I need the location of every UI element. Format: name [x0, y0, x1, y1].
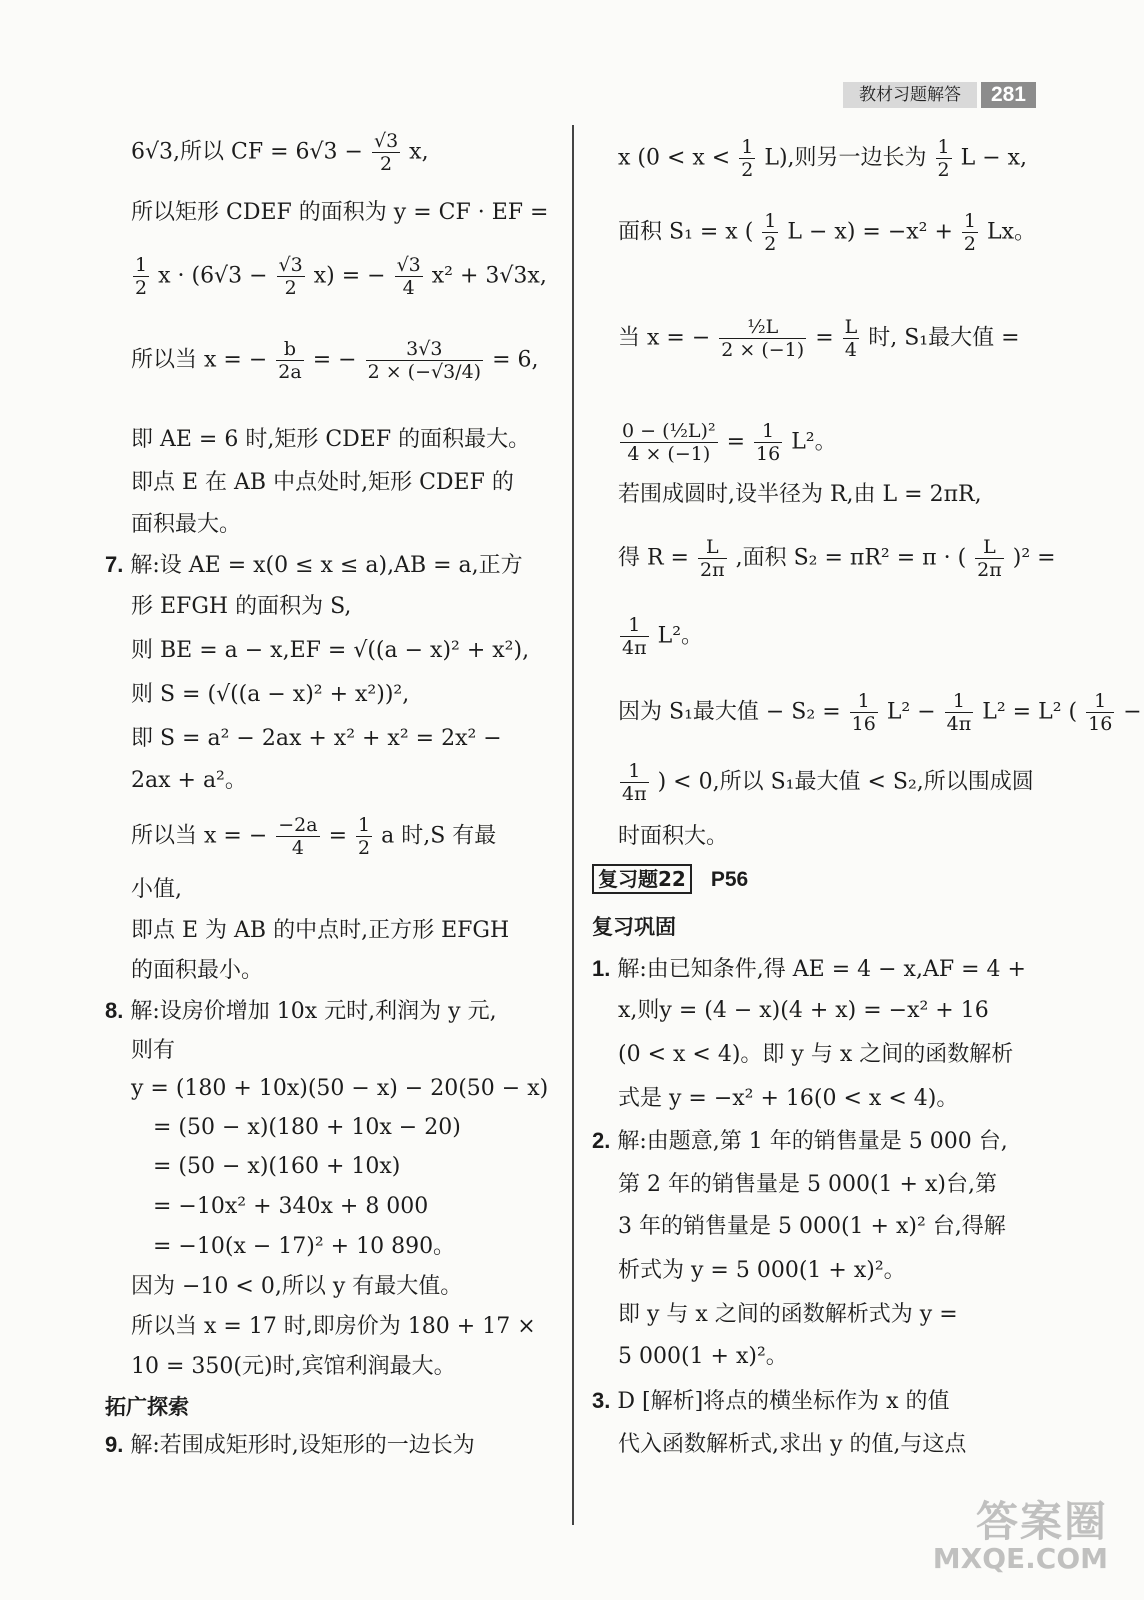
- fraction: $\frac{-2a}{4}$: [278, 814, 318, 859]
- fraction: $\frac{1}{4\pi}$: [622, 760, 647, 805]
- line-area-expr: $\frac{1}{2}$ x · (6√3 − $\frac{√3}{2}$ x) = − $\frac{√3}{4}$ x² + 3√3x,: [135, 254, 547, 299]
- text-line: x,则y = (4 − x)(4 + x) = −x² + 16: [618, 998, 989, 1023]
- review-tag: 复习题22: [592, 864, 692, 894]
- fraction: $\frac{1}{16}$: [851, 690, 876, 735]
- text-line: 形 EFGH 的面积为 S,: [131, 594, 352, 619]
- section-heading: 复习巩固: [592, 915, 676, 939]
- line-vertex: 所以当 x = − $\frac{b}{2a}$ = − $\frac{3√3}{2 \times (-√3/4)}$ = 6,: [131, 338, 539, 383]
- line-compare: 因为 S₁最大值 − S₂ = $\frac{1}{16}$ L² − $\frac{1}{4\pi}$ L² = L² ( $\frac{1}{16}$ −: [618, 690, 1142, 735]
- text-line: 3 年的销售量是 5 000(1 + x)² 台,得解: [618, 1214, 1006, 1239]
- fraction: $\frac{L}{2\pi}$: [700, 536, 725, 581]
- text-line: 5 000(1 + x)²。: [618, 1344, 788, 1369]
- line-side: x (0 < x < $\frac{1}{2}$ L),则另一边长为 $\frac{1}{2}$ L − x,: [618, 136, 1028, 181]
- question-8: 8. 解:设房价增加 10x 元时,利润为 y 元,: [105, 998, 497, 1024]
- text-line: 时面积大。: [618, 824, 729, 849]
- text-line: 即 AE = 6 时,矩形 CDEF 的面积最大。: [131, 427, 531, 452]
- fraction: $\frac{\text{½L}}{2 \times (-1)}$: [721, 316, 805, 361]
- fraction: $\frac{1}{2}$: [764, 210, 777, 255]
- line-conclusion: $\frac{1}{4\pi}$ ) < 0,所以 S₁最大值 < S₂,所以围成圆: [622, 760, 1034, 805]
- question-number: 7.: [105, 552, 124, 577]
- text-line: 即点 E 在 AB 中点处时,矩形 CDEF 的: [131, 470, 514, 495]
- text-line: = (50 − x)(180 + 10x − 20): [153, 1115, 461, 1140]
- fraction: $\frac{1}{16}$: [756, 420, 781, 465]
- line-area: 所以矩形 CDEF 的面积为 y = CF · EF =: [131, 200, 549, 225]
- text-line: 析式为 y = 5 000(1 + x)²。: [618, 1258, 906, 1283]
- line-max: 当 x = − $\frac{\text{½L}}{2 \times (-1)}$ = $\frac{L}{4}$ 时, S₁最大值 =: [618, 316, 1020, 361]
- fraction: $\frac{1}{2}$: [937, 136, 950, 181]
- text-line: = −10x² + 340x + 8 000: [153, 1194, 429, 1219]
- watermark-title: 答案圈: [975, 1497, 1108, 1546]
- fraction: $\frac{1}{4\pi}$: [622, 614, 647, 659]
- question-number: 2.: [592, 1128, 611, 1153]
- question-7: 7. 解:设 AE = x(0 ≤ x ≤ a),AB = a,正方: [105, 552, 523, 578]
- review-question-1: 1. 解:由已知条件,得 AE = 4 − x,AF = 4 +: [592, 956, 1026, 982]
- text-line: 因为 −10 < 0,所以 y 有最大值。: [131, 1274, 463, 1299]
- fraction: $\frac{1}{4\pi}$: [946, 690, 972, 735]
- column-divider: [572, 125, 574, 1525]
- line-min: 所以当 x = − $\frac{-2a}{4}$ = $\frac{1}{2}$ a 时,S 有最: [131, 814, 497, 859]
- question-9: 9. 解:若围成矩形时,设矩形的一边长为: [105, 1432, 475, 1458]
- question-number: 9.: [105, 1432, 124, 1457]
- fraction: $\frac{b}{2a}$: [278, 338, 302, 383]
- text-line: 小值,: [131, 877, 182, 902]
- text-line: (0 < x < 4)。即 y 与 x 之间的函数解析: [618, 1042, 1014, 1067]
- text-line: 即 y 与 x 之间的函数解析式为 y =: [618, 1302, 958, 1327]
- text-line: 2ax + a²。: [131, 768, 247, 793]
- line-cf: 6√3,所以 CF = 6√3 − $\frac{√3}{2}$ x,: [131, 130, 429, 175]
- line-s2-value: $\frac{1}{4\pi}$ L²。: [622, 614, 704, 659]
- fraction: $\frac{√3}{4}$: [396, 254, 421, 299]
- text-line: 即点 E 为 AB 的中点时,正方形 EFGH: [131, 918, 510, 943]
- text-line: 的面积最小。: [131, 958, 264, 983]
- line-max-value: $\frac{\text{0 − (½L)²}}{4 \times (-1)}$ = $\frac{1}{16}$ L²。: [622, 420, 837, 465]
- question-number: 3.: [592, 1388, 611, 1413]
- fraction: $\frac{√3}{2}$: [278, 254, 303, 299]
- text-line: 第 2 年的销售量是 5 000(1 + x)台,第: [618, 1172, 997, 1197]
- question-number: 1.: [592, 956, 611, 981]
- fraction: $\frac{\text{0 − (½L)²}}{4 \times (-1)}$: [622, 420, 716, 465]
- watermark-url: MXQE.COM: [932, 1542, 1108, 1575]
- question-number: 8.: [105, 998, 124, 1023]
- fraction: $\frac{1}{2}$: [135, 254, 148, 299]
- page-number: 281: [981, 82, 1036, 108]
- text-line: 则 S = (√((a − x)² + x²))²,: [131, 682, 410, 707]
- text-line: 即 S = a² − 2ax + x² + x² = 2x² −: [131, 726, 502, 751]
- watermark: [932, 1497, 1108, 1575]
- review-question-2: 2. 解:由题意,第 1 年的销售量是 5 000 台,: [592, 1128, 1008, 1154]
- page-header: [843, 82, 1036, 108]
- line-s2: 得 R = $\frac{L}{2\pi}$ ,面积 S₂ = πR² = π · ( $\frac{L}{2\pi}$ )² =: [618, 536, 1056, 581]
- text-line: 代入函数解析式,求出 y 的值,与这点: [618, 1432, 967, 1457]
- text-line: 则 BE = a − x,EF = √((a − x)² + x²),: [131, 638, 530, 663]
- fraction: $\frac{√3}{2}$: [373, 130, 399, 175]
- line-s1: 面积 S₁ = x ( $\frac{1}{2}$ L − x) = −x² + $\frac{1}{2}$ Lx。: [618, 210, 1037, 255]
- fraction: $\frac{L}{2\pi}$: [977, 536, 1002, 581]
- text-line: 式是 y = −x² + 16(0 < x < 4)。: [618, 1086, 959, 1111]
- text-line: = −10(x − 17)² + 10 890。: [153, 1234, 456, 1259]
- review-question-3: 3. D [解析]将点的横坐标作为 x 的值: [592, 1388, 950, 1414]
- fraction: $\frac{3√3}{2 \times (-√3/4)}$: [367, 338, 482, 383]
- header-label: 教材习题解答: [843, 82, 977, 108]
- fraction: $\frac{1}{2}$: [358, 814, 371, 859]
- text-line: = (50 − x)(160 + 10x): [153, 1154, 401, 1179]
- text-line: 10 = 350(元)时,宾馆利润最大。: [131, 1354, 456, 1379]
- review-header: [592, 864, 748, 895]
- text-line: 则有: [131, 1038, 176, 1063]
- text-line: 若围成圆时,设半径为 R,由 L = 2πR,: [618, 482, 982, 507]
- text-line: 面积最大。: [131, 512, 242, 537]
- section-heading: 拓广探索: [105, 1395, 189, 1419]
- fraction: $\frac{1}{16}$: [1088, 690, 1113, 735]
- fraction: $\frac{1}{2}$: [963, 210, 977, 255]
- fraction: $\frac{1}{2}$: [741, 136, 754, 181]
- review-page: P56: [710, 868, 749, 891]
- fraction: $\frac{L}{4}$: [844, 316, 858, 361]
- text-line: y = (180 + 10x)(50 − x) − 20(50 − x): [131, 1076, 549, 1101]
- text-line: 所以当 x = 17 时,即房价为 180 + 17 ×: [131, 1314, 536, 1339]
